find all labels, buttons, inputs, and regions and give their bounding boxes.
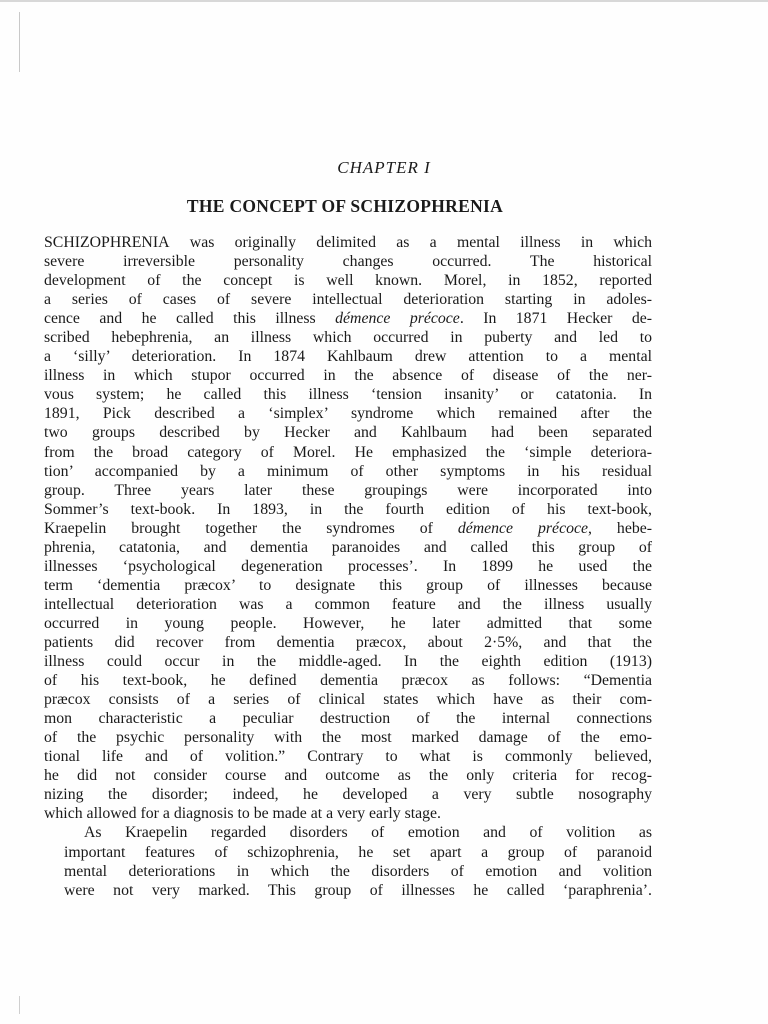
text-line: group. Three years later these groupings were incorporated into [44,481,652,499]
text-line: which allowed for a diagnosis to be made at a very early stage. [44,805,441,823]
text-line: cence and he called this illness démence précoce. In 1871 Hecker de- [44,310,652,328]
chapter-label: CHAPTER I [337,158,431,177]
text-line: illness could occur in the middle-aged. In the eighth edition (1913) [44,653,652,671]
text-line: patients did recover from dementia præcox, about 2·5%, and that the [44,633,652,651]
text-line: SCHIZOPHRENIA was originally delimited as a mental illness in which [44,234,652,251]
text-line: occurred in young people. However, he later admitted that some [44,614,652,632]
text-line: of his text-book, he defined dementia præcox as follows: “Dementia [44,672,652,690]
text-line: tional life and of volition.” Contrary to what is commonly believed, [44,748,652,766]
text-line: 1891, Pick described a ‘simplex’ syndrome which remained after the [44,405,652,423]
page-left-edge-mark [19,12,20,72]
text-line: severe irreversible personality changes occurred. The historical [44,253,652,271]
body-text [44,233,652,900]
text-line: he did not consider course and outcome as the only criteria for recog- [44,767,652,785]
text-line: Sommer’s text-book. In 1893, in the fourth edition of his text-book, [44,500,652,518]
text-line: Kraepelin brought together the syndromes of démence précoce, hebe- [44,519,652,537]
text-line: from the broad category of Morel. He emphasized the ‘simple deteriora- [44,443,652,461]
text-line: As Kraepelin regarded disorders of emotion and of volition as [84,824,652,842]
text-line: mon characteristic a peculiar destruction of the internal connections [44,710,652,728]
text-line: scribed hebephrenia, an illness which occurred in puberty and led to [44,329,652,347]
chapter-title: THE CONCEPT OF SCHIZOPHRENIA [186,196,504,216]
text-line: two groups described by Hecker and Kahlbaum had been separated [44,424,652,442]
paragraph-2 [44,823,652,899]
text-line: a series of cases of severe intellectual deterioration starting in adoles- [44,291,652,309]
text-line: term ‘dementia præcox’ to designate this group of illnesses because [44,576,652,594]
text-line: of the psychic personality with the most marked damage of the emo- [44,729,652,747]
text-line: important features of schizophrenia, he set apart a group of paranoid [64,843,652,861]
page-left-edge-mark-bottom [19,996,20,1014]
text-line: mental deteriorations in which the disorders of emotion and volition [64,862,652,880]
text-line: phrenia, catatonia, and dementia paranoides and called this group of [44,538,652,556]
paragraph-1 [44,233,652,823]
text-line: illnesses ‘psychological degeneration processes’. In 1899 he used the [44,557,652,575]
text-line: vous system; he called this illness ‘tension insanity’ or catatonia. In [44,386,652,404]
text-line: development of the concept is well known. Morel, in 1852, reported [44,272,652,290]
text-line: intellectual deterioration was a common feature and the illness usually [44,595,652,613]
text-line: tion’ accompanied by a minimum of other symptoms in his residual [44,462,652,480]
text-line: a ‘silly’ deterioration. In 1874 Kahlbaum drew attention to a mental [44,348,652,366]
text-line: illness in which stupor occurred in the absence of disease of the ner- [44,367,652,385]
text-line: were not very marked. This group of illnesses he called ‘paraphrenia’. [64,881,652,899]
page-top-edge [0,0,768,2]
text-line: nizing the disorder; indeed, he developed a very subtle nosography [44,786,652,804]
text-line: præcox consists of a series of clinical states which have as their com- [44,691,652,709]
